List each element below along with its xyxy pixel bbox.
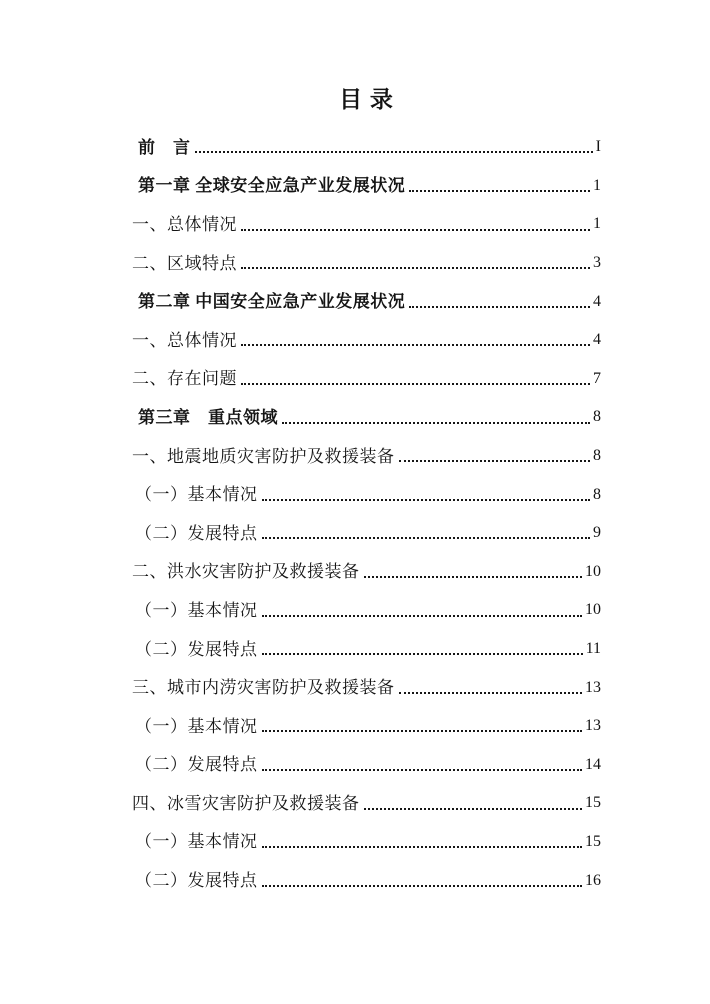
dot-leader: [399, 681, 583, 693]
toc-entry-label: 四、冰雪灾害防护及救援装备: [132, 793, 360, 813]
dot-leader: [262, 836, 583, 848]
dot-leader: [241, 218, 590, 230]
toc-entry[interactable]: [132, 167, 601, 206]
toc-entry-page-number: I: [595, 138, 601, 156]
dot-leader: [364, 566, 583, 578]
toc-entry-label: 三、城市内涝灾害防护及救援装备: [132, 678, 395, 698]
toc-entry[interactable]: [132, 707, 601, 746]
toc-entry-page-number: 9: [593, 524, 601, 542]
toc-entry[interactable]: [132, 514, 601, 553]
toc-entry-page-number: 10: [585, 562, 601, 580]
dot-leader: [241, 334, 590, 346]
toc-entry-label: 一、地震地质灾害防护及救援装备: [132, 446, 395, 466]
toc-entry[interactable]: [132, 282, 601, 321]
toc-entry-label: （一）基本情况: [135, 716, 258, 736]
toc-entry-page-number: 1: [593, 215, 601, 233]
toc-entry-label: 前 言: [138, 137, 191, 157]
toc-entry-page-number: 4: [593, 331, 601, 349]
toc-entry-label: （二）发展特点: [135, 523, 258, 543]
dot-leader: [195, 141, 593, 153]
toc-entry-page-number: 15: [585, 794, 601, 812]
toc-entry-page-number: 8: [593, 408, 601, 426]
dot-leader: [241, 373, 590, 385]
toc-entry[interactable]: [132, 398, 601, 437]
toc-entry[interactable]: [132, 553, 601, 592]
toc-entry-page-number: 14: [585, 755, 601, 773]
toc-entry-page-number: 4: [593, 292, 601, 310]
toc-entry[interactable]: [132, 244, 601, 283]
toc-entry-label: 二、存在问题: [132, 369, 237, 389]
dot-leader: [409, 296, 590, 308]
dot-leader: [364, 797, 583, 809]
toc-entry-label: （一）基本情况: [135, 600, 258, 620]
toc-entry[interactable]: [132, 746, 601, 785]
toc-entry-label: （一）基本情况: [135, 485, 258, 505]
toc-entry[interactable]: [132, 591, 601, 630]
toc-entry[interactable]: [132, 321, 601, 360]
toc-entry-page-number: 13: [585, 678, 601, 696]
toc-entry-page-number: 15: [585, 832, 601, 850]
toc-entry-page-number: 11: [585, 640, 601, 658]
toc-entry-page-number: 10: [585, 601, 601, 619]
toc-entry[interactable]: [132, 823, 601, 862]
toc-entry[interactable]: [132, 437, 601, 476]
dot-leader: [262, 759, 583, 771]
dot-leader: [262, 604, 583, 616]
toc-entry[interactable]: [132, 475, 601, 514]
toc-list: [132, 128, 601, 900]
toc-entry-label: 二、区域特点: [132, 253, 237, 273]
toc-entry-page-number: 7: [593, 369, 601, 387]
dot-leader: [262, 720, 583, 732]
dot-leader: [262, 527, 591, 539]
toc-entry[interactable]: [132, 861, 601, 900]
toc-entry[interactable]: [132, 630, 601, 669]
toc-entry[interactable]: [132, 205, 601, 244]
toc-entry-label: （一）基本情况: [135, 832, 258, 852]
dot-leader: [241, 257, 590, 269]
dot-leader: [262, 489, 591, 501]
toc-entry-page-number: 16: [585, 871, 601, 889]
toc-entry[interactable]: [132, 128, 601, 167]
toc-entry-label: 第二章 中国安全应急产业发展状况: [138, 292, 406, 312]
dot-leader: [262, 874, 583, 886]
dot-leader: [262, 643, 583, 655]
toc-entry-label: 一、总体情况: [132, 330, 237, 350]
toc-entry-label: （二）发展特点: [135, 639, 258, 659]
toc-title: 目 录: [339, 87, 394, 112]
toc-entry[interactable]: [132, 668, 601, 707]
toc-entry-page-number: 1: [593, 176, 601, 194]
toc-entry-page-number: 8: [593, 447, 601, 465]
dot-leader: [409, 180, 590, 192]
toc-entry-label: 一、总体情况: [132, 214, 237, 234]
toc-entry-label: （二）发展特点: [135, 755, 258, 775]
toc-entry-page-number: 13: [585, 717, 601, 735]
toc-entry[interactable]: [132, 784, 601, 823]
toc-entry-label: 二、洪水灾害防护及救援装备: [132, 562, 360, 582]
toc-entry-page-number: 3: [593, 254, 601, 272]
dot-leader: [399, 450, 591, 462]
toc-entry-label: （二）发展特点: [135, 871, 258, 891]
toc-entry[interactable]: [132, 360, 601, 399]
toc-entry-page-number: 8: [593, 485, 601, 503]
dot-leader: [282, 411, 590, 423]
toc-entry-label: 第三章 重点领域: [138, 407, 278, 427]
toc-entry-label: 第一章 全球安全应急产业发展状况: [138, 176, 406, 196]
